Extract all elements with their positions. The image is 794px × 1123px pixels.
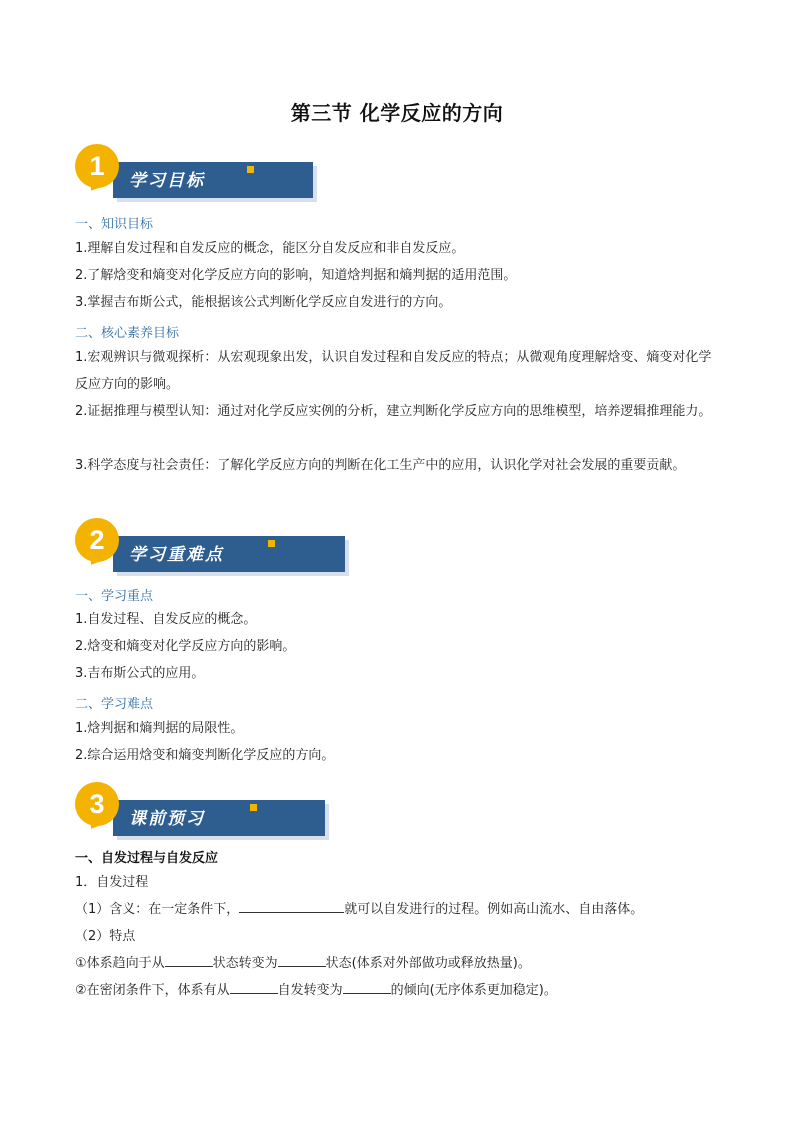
section-banner-3 xyxy=(75,782,275,842)
subheading: 二、学习难点 xyxy=(75,697,154,712)
number-badge-icon: 1 xyxy=(75,144,119,188)
section-banner-1 xyxy=(75,144,275,204)
fill-in-blank[interactable] xyxy=(230,979,278,994)
feature-line-2: ②在密闭条件下，体系有从 自发转变为 的倾向(无序体系更加稳定)。 xyxy=(75,977,720,1004)
fill-in-blank[interactable] xyxy=(278,952,326,967)
list-item: 2.焓变和熵变对化学反应方向的影响。 xyxy=(75,639,296,654)
number-badge-icon: 3 xyxy=(75,782,119,826)
list-item: 1.宏观辨识与微观探析：从宏观现象出发，认识自发过程和自发反应的特点；从微观角度理解焓变、熵变对化学反应方向的影响。 xyxy=(75,350,712,392)
accent-square-icon xyxy=(247,166,254,173)
banner-title: 学习重难点 xyxy=(129,545,224,565)
list-item: 2.综合运用焓变和熵变判断化学反应的方向。 xyxy=(75,748,335,763)
list-item: 1.自发过程、自发反应的概念。 xyxy=(75,612,257,627)
accent-square-icon xyxy=(268,540,275,547)
page-title: 第三节 化学反应的方向 xyxy=(290,101,504,125)
subheading: 一、学习重点 xyxy=(75,589,154,604)
section-heading: 一、自发过程与自发反应 xyxy=(75,851,219,866)
list-item: 2.了解焓变和熵变对化学反应方向的影响，知道焓判据和熵判据的适用范围。 xyxy=(75,268,517,283)
subheading: 一、知识目标 xyxy=(75,217,154,232)
list-item: 3.掌握吉布斯公式，能根据该公式判断化学反应自发进行的方向。 xyxy=(75,295,452,310)
subheading: 二、核心素养目标 xyxy=(75,326,180,341)
accent-square-icon xyxy=(250,804,257,811)
list-item: 3.吉布斯公式的应用。 xyxy=(75,666,205,681)
list-item: 1．自发过程 xyxy=(75,875,149,890)
section-banner-2 xyxy=(75,518,275,578)
fill-in-blank[interactable] xyxy=(165,952,213,967)
fill-in-blank[interactable] xyxy=(239,898,344,913)
list-item: （2）特点 xyxy=(75,929,136,944)
feature-line-1: ①体系趋向于从 状态转变为 状态(体系对外部做功或释放热量)。 xyxy=(75,950,720,977)
banner-title: 课前预习 xyxy=(129,809,205,829)
list-item: 2.证据推理与模型认知：通过对化学反应实例的分析，建立判断化学反应方向的思维模型，培养逻辑推理能力。 xyxy=(75,404,712,419)
list-item: 1.焓判据和熵判据的局限性。 xyxy=(75,721,244,736)
list-item: 1.理解自发过程和自发反应的概念，能区分自发反应和非自发反应。 xyxy=(75,241,465,256)
number-badge-icon: 2 xyxy=(75,518,119,562)
banner-title: 学习目标 xyxy=(129,171,205,191)
list-item: 3.科学态度与社会责任：了解化学反应方向的判断在化工生产中的应用，认识化学对社会发展的重要贡献。 xyxy=(75,458,686,473)
definition-line: （1）含义：在一定条件下， 就可以自发进行的过程。例如高山流水、自由落体。 xyxy=(75,896,720,923)
fill-in-blank[interactable] xyxy=(343,979,391,994)
